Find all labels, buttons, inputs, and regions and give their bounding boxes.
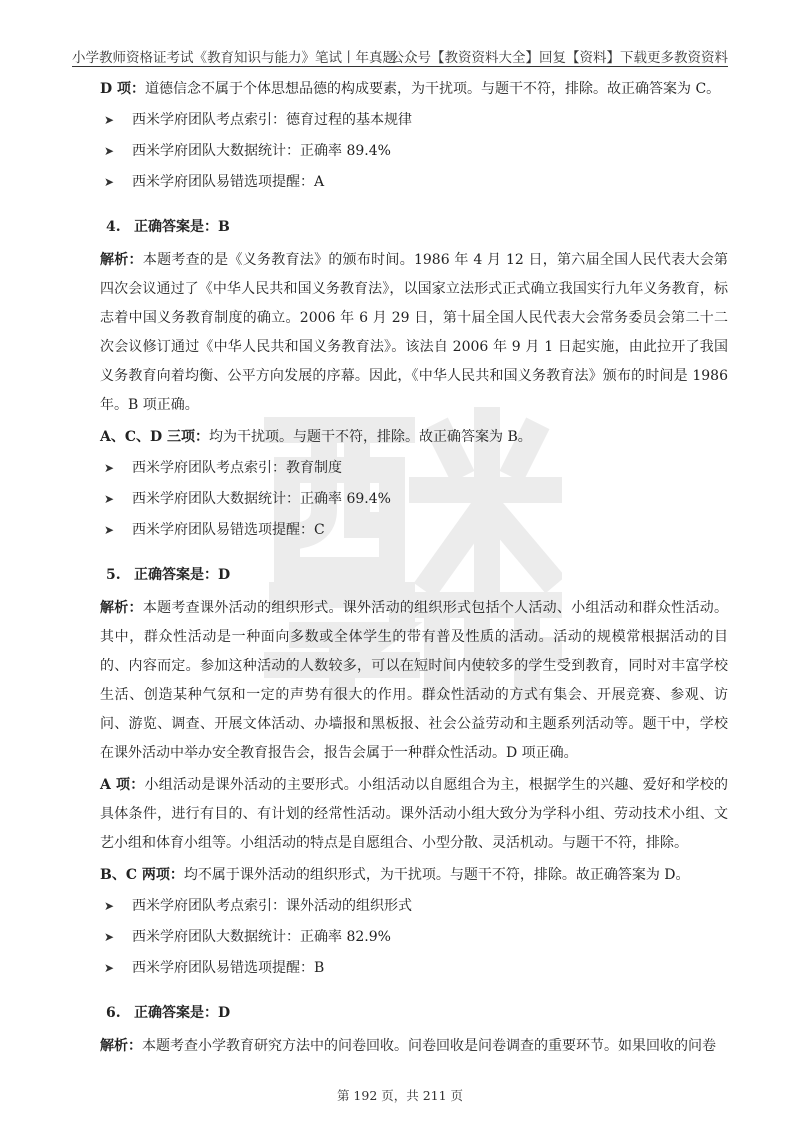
bullet-text: 西米学府团队易错选项提醒：B bbox=[132, 960, 325, 976]
question-answer-heading bbox=[100, 999, 728, 1028]
bullet-text: 西米学府团队大数据统计：正确率 89.4% bbox=[132, 143, 391, 159]
bullet-text: 西米学府团队考点索引：课外活动的组织形式 bbox=[132, 898, 412, 914]
arrow-bullet-icon: ➤ bbox=[104, 961, 115, 975]
header-title: 小学教师资格证考试《教育知识与能力》笔试丨年真题 bbox=[72, 50, 396, 66]
bullet-item bbox=[100, 954, 728, 983]
bullet-item bbox=[100, 892, 728, 921]
bullet-item bbox=[100, 137, 728, 166]
bullet-text: 西米学府团队考点索引：教育制度 bbox=[132, 460, 342, 476]
arrow-bullet-icon: ➤ bbox=[104, 461, 115, 475]
question-answer-heading bbox=[100, 561, 728, 590]
arrow-bullet-icon: ➤ bbox=[104, 523, 115, 537]
paragraph-text: 小组活动是课外活动的主要形式。小组活动以自愿组合为主，根据学生的兴趣、爱好和学校的具体条件，进行有目的、有计划的经常性活动。课外活动小组大致分为学科小组、劳动技术小组、文艺小组和体育小组等。小组活动的特点是自愿组合、小型分散、灵活机动。与题干不符，排除。 bbox=[100, 777, 728, 851]
bullet-item bbox=[100, 454, 728, 483]
bullet-text: 西米学府团队易错选项提醒：A bbox=[132, 174, 325, 190]
paragraph bbox=[100, 246, 728, 420]
paragraph-text: 本题考查的是《义务教育法》的颁布时间。1986 年 4 月 12 日，第六届全国人民代表大会第四次会议通过了《中华人民共和国义务教育法》，以国家立法形式正式确立我国实行九年义务教育，标志着中国义务教育制度的确立。2006 年 6 月 29 日，第十届全国人民代表大会常务委员会第二十二次会议修订通过《中华人民共和国义务教育法》。该法自 2006 年 9 月 1 日起实施，由此拉开了我国义务教育向着均衡、公平方向发展的序幕。因此，《中华人民共和国义务教育法》颁布的时间是 1986 年。B 项正确。 bbox=[100, 252, 729, 413]
arrow-bullet-icon: ➤ bbox=[104, 144, 115, 158]
paragraph bbox=[100, 1032, 728, 1061]
bullet-item bbox=[100, 516, 728, 545]
bullet-item bbox=[100, 168, 728, 197]
arrow-bullet-icon: ➤ bbox=[104, 492, 115, 506]
question-number: 4. bbox=[106, 219, 121, 235]
document-body bbox=[100, 72, 728, 1061]
paragraph-label: 解析： bbox=[100, 1038, 142, 1054]
header-promo: 公众号【教资资料大全】回复【资料】下载更多教资资料 bbox=[390, 50, 728, 66]
paragraph bbox=[100, 423, 728, 452]
paragraph-label: 解析： bbox=[100, 600, 143, 616]
arrow-bullet-icon: ➤ bbox=[104, 175, 115, 189]
question-number: 6. bbox=[106, 1005, 121, 1021]
correct-answer: 正确答案是：B bbox=[134, 219, 230, 235]
paragraph bbox=[100, 594, 728, 768]
paragraph-label: A、C、D 三项： bbox=[100, 429, 210, 445]
bullet-text: 西米学府团队考点索引：德育过程的基本规律 bbox=[132, 112, 412, 128]
paragraph-label: A 项： bbox=[100, 777, 145, 793]
bullet-text: 西米学府团队易错选项提醒：C bbox=[132, 522, 325, 538]
bullet-item bbox=[100, 485, 728, 514]
paragraph-text: 均为干扰项。与题干不符，排除。故正确答案为 B。 bbox=[209, 429, 532, 445]
paragraph-text: 本题考查课外活动的组织形式。课外活动的组织形式包括个人活动、小组活动和群众性活动。其中，群众性活动是一种面向多数或全体学生的带有普及性质的活动。活动的规模常根据活动的目的、内容而定。参加这种活动的人数较多，可以在短时间内使较多的学生受到教育，同时对丰富学校生活、创造某种气氛和一定的声势有很大的作用。群众性活动的方式有集会、开展竞赛、参观、访问、游览、调查、开展文体活动、办墙报和黑板报、社会公益劳动和主题系列活动等。题干中，学校在课外活动中举办安全教育报告会，报告会属于一种群众性活动。D 项正确。 bbox=[100, 600, 729, 761]
paragraph-text: 道德信念不属于个体思想品德的构成要素，为干扰项。与题干不符，排除。故正确答案为 C。 bbox=[145, 81, 721, 97]
correct-answer: 正确答案是：D bbox=[134, 1005, 231, 1021]
correct-answer: 正确答案是：D bbox=[134, 567, 231, 583]
paragraph bbox=[100, 75, 728, 104]
arrow-bullet-icon: ➤ bbox=[104, 930, 115, 944]
arrow-bullet-icon: ➤ bbox=[104, 899, 115, 913]
paragraph-text: 本题考查小学教育研究方法中的问卷回收。问卷回收是问卷调查的重要环节。如果回收的问卷 bbox=[142, 1038, 716, 1054]
bullet-text: 西米学府团队大数据统计：正确率 69.4% bbox=[132, 491, 391, 507]
paragraph bbox=[100, 861, 728, 890]
question-answer-heading bbox=[100, 213, 728, 242]
bullet-item bbox=[100, 923, 728, 952]
paragraph-text: 均不属于课外活动的组织形式，为干扰项。与题干不符，排除。故正确答案为 D。 bbox=[183, 867, 690, 883]
page-header bbox=[72, 44, 728, 67]
arrow-bullet-icon: ➤ bbox=[104, 113, 115, 127]
page-number: 第 192 页，共 211 页 bbox=[336, 1088, 464, 1103]
paragraph-label: D 项： bbox=[100, 81, 146, 97]
paragraph bbox=[100, 771, 728, 858]
paragraph-label: 解析： bbox=[100, 252, 143, 268]
question-number: 5. bbox=[106, 567, 121, 583]
bullet-item bbox=[100, 106, 728, 135]
paragraph-label: B、C 两项： bbox=[100, 867, 184, 883]
bullet-text: 西米学府团队大数据统计：正确率 82.9% bbox=[132, 929, 391, 945]
